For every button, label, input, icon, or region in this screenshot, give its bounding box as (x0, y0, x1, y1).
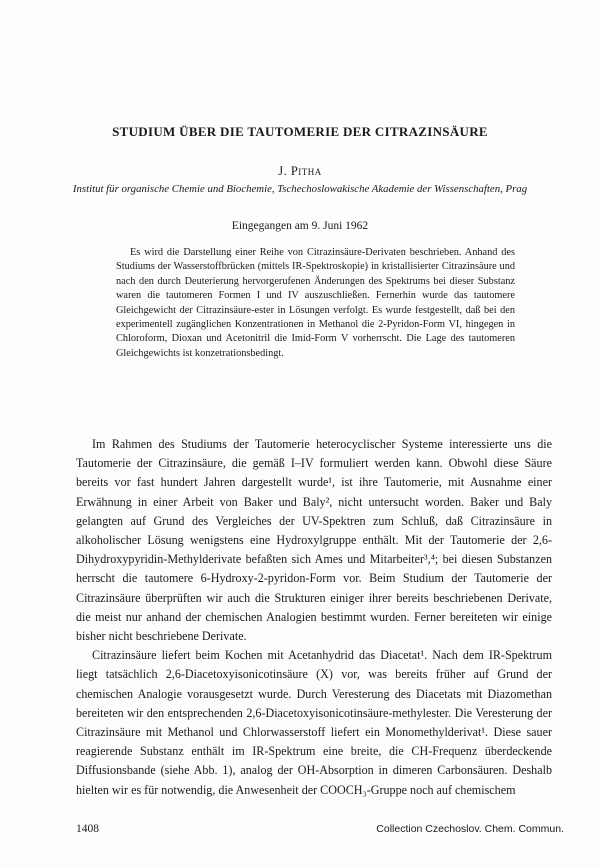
journal-name: Collection Czechoslov. Chem. Commun. (376, 823, 564, 835)
body-paragraph-2: Citrazinsäure liefert beim Kochen mit Acetanhydrid das Diacetat¹. Nach dem IR-Spektrum liegt tatsächlich 2,6-Diacetoxyisonicotinsäure (X) vor, was bereits früher auf Grund der chemischen Analogie vorausgesetzt wurde. Durch Veresterung des Diacetats mit Diazomethan bereiteten wir den entsprechenden 2,6-Diacetoxyisonicotinsäure-methylester. Die Veresterung der Citrazinsäure mit Methanol und Chlorwasserstoff liefert ein Monomethylderivat¹. Diese sauer reagierende Substanz enthält im IR-Spektrum eine breite, die CH-Frequenz überdeckende Diffusionsbande (siehe Abb. 1), analog der OH-Absorption in dimeren Carbonsäuren. Deshalb hielten wir es für notwendig, die Anwesenheit der COOCH₃-Gruppe noch auf chemischem (76, 648, 552, 797)
received-date: Eingegangen am 9. Juni 1962 (231, 220, 369, 232)
abstract (116, 246, 515, 361)
abstract-text: Es wird die Darstellung einer Reihe von Citrazinsäure-Derivaten beschrieben. Anhand des Studiums der Wasserstoffbrücken (mittels IR-Spektroskopie) in kristallisierter Citrazinsäure und nach den durch Deuterierung hervorgerufenen Änderungen des Spektrums bei dieser Substanz waren die tautomeren Formen I und IV auszuschließen. Fernerhin wurde das tautomere Gleichgewicht der Citrazinsäure-ester in Lösungen verfolgt. Es wurde festgestellt, daß bei den experimentell zugänglichen Konzentrationen in Methanol die 2-Pyridon-Form VI, hingegen in Chloroform, Dioxan und Acetonitril die Imid-Form V vorherrscht. Die Lage des tautomeren Gleichgewichts ist konzetrationsbedingt. (116, 247, 515, 359)
body-text (76, 435, 552, 800)
page-number: 1408 (76, 823, 99, 835)
article-title: STUDIUM ÜBER DIE TAUTOMERIE DER CITRAZINSÄURE (112, 124, 488, 139)
body-paragraph-1: Im Rahmen des Studiums der Tautomerie heterocyclischer Systeme interessierte uns die Tautomerie der Citrazinsäure, die gemäß I–IV formuliert werden kann. Obwohl diese Säure bereits vor fast hundert Jahren dargestellt wurde¹, ist ihre Tautomerie, mit Ausnahme einer Erwähnung in einer Arbeit von Baker und Baly², nicht untersucht worden. Baker und Baly gelangten auf Grund des Vergleiches der UV-Spektren zum Schluß, daß Citrazinsäure in alkoholischer Lösung wenigstens eine Hydroxylgruppe enthält. Mit der Tautomerie der 2,6-Dihydroxypyridin-Methylderivate befaßten sich Ames und Mitarbeiter³,⁴; bei diesen Substanzen herrscht die tautomere 6-Hydroxy-2-pyridon-Form vor. Beim Studium der Tautomerie der Citrazinsäure überprüften wir auch die Strukturen einiger ihrer bereits beschriebenen Derivate, die meist nur anhand der chemischen Analogien bestimmt wurden. Ferner bereiteten wir einige bisher nicht beschriebene Derivate. (76, 437, 552, 644)
author-name: J. Pitha (278, 164, 322, 178)
author-affiliation: Institut für organische Chemie und Biochemie, Tschechoslowakische Akademie der Wissenschaften, Prag (72, 183, 528, 195)
